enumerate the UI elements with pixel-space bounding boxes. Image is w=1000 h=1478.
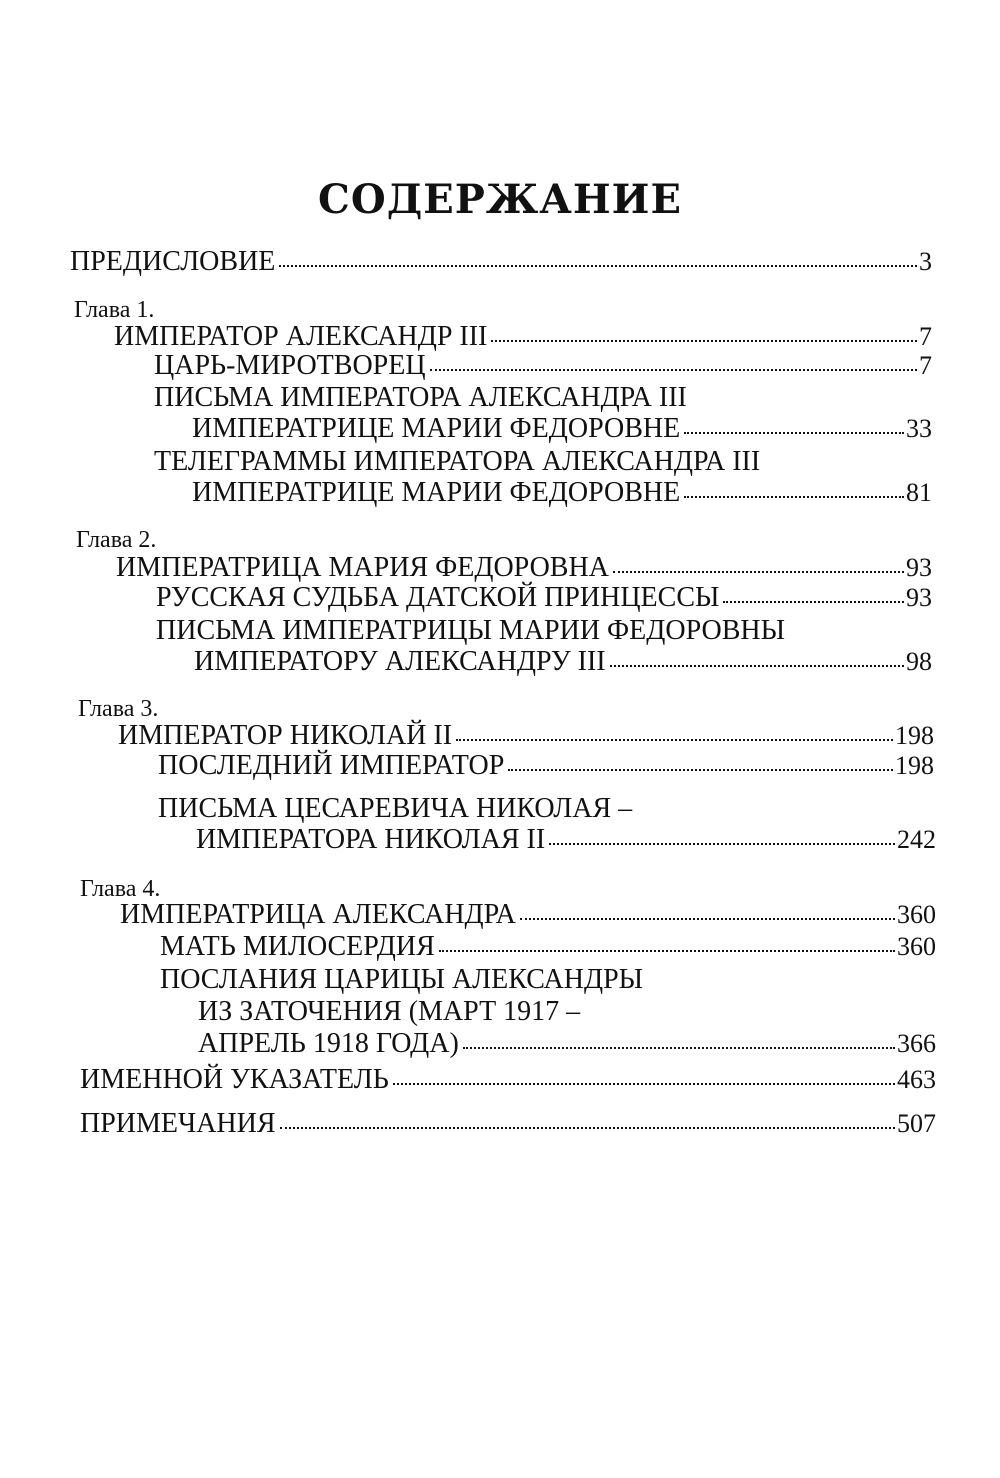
toc-entry-label: ИМПЕРАТОРУ АЛЕКСАНДРУ III [194,646,606,677]
toc-entry-label: ИМПЕРАТРИЦА МАРИЯ ФЕДОРОВНА [116,552,609,583]
toc-entry-index [80,1064,936,1096]
toc-entry-label: ИМПЕРАТРИЦЕ МАРИИ ФЕДОРОВНЕ [192,413,681,444]
toc-entry-chapter1-s1 [154,350,932,382]
toc-entry-preface [70,246,932,278]
chapter-heading: Глава 1. [74,297,155,323]
page-title: СОДЕРЖАНИЕ [318,176,682,223]
toc-entry-page: 360 [897,932,936,961]
toc-entry-page: 198 [895,721,934,750]
toc-entry-chapter1-title [114,321,932,353]
toc-entry-label: ЦАРЬ-МИРОТВОРЕЦ [154,350,426,381]
toc-entry-chapter4-s2 [198,1028,936,1060]
toc-entry-chapter4-s2-line1: ПОСЛАНИЯ ЦАРИЦЫ АЛЕКСАНДРЫ [160,964,644,995]
toc-entry-chapter1-s3 [192,477,932,509]
toc-entry-notes [80,1108,936,1140]
toc-entry-chapter2-s2-line1: ПИСЬМА ИМПЕРАТРИЦЫ МАРИИ ФЕДОРОВНЫ [156,615,786,646]
toc-entry-chapter1-s3-line1: ТЕЛЕГРАММЫ ИМПЕРАТОРА АЛЕКСАНДРА III [154,446,761,477]
toc-entry-chapter2-title [116,552,932,584]
toc-entry-page: 366 [897,1029,936,1058]
toc-entry-chapter1-s2 [192,413,932,445]
toc-entry-chapter3-s1 [158,750,934,782]
toc-entry-chapter4-title [120,899,936,931]
toc-entry-page: 3 [919,247,932,276]
leader-dots [456,739,893,741]
leader-dots [393,1083,895,1085]
toc-entry-chapter3-title [118,720,934,752]
toc-entry-label: ПРИМЕЧАНИЯ [80,1108,276,1139]
toc-entry-label: АПРЕЛЬ 1918 ГОДА) [198,1028,459,1059]
leader-dots [613,571,904,573]
toc-entry-label: ИМПЕРАТОРА НИКОЛАЯ II [196,824,546,855]
leader-dots [439,950,895,952]
toc-entry-page: 360 [897,900,936,929]
toc-entry-label: ИМПЕРАТРИЦЕ МАРИИ ФЕДОРОВНЕ [192,477,681,508]
toc-entry-chapter4-s2-line2: ИЗ ЗАТОЧЕНИЯ (МАРТ 1917 – [198,996,581,1027]
toc-entry-page: 198 [895,751,934,780]
toc-entry-page: 507 [897,1109,936,1138]
toc-entry-page: 242 [897,825,936,854]
toc-entry-label: ПРЕДИСЛОВИЕ [70,246,276,277]
leader-dots [508,769,893,771]
leader-dots [430,369,917,371]
leader-dots [723,601,904,603]
toc-entry-page: 98 [906,647,932,676]
toc-entry-page: 81 [906,478,932,507]
chapter-heading: Глава 3. [78,696,159,722]
leader-dots [280,1127,895,1129]
toc-entry-label: ИМЕННОЙ УКАЗАТЕЛЬ [80,1064,389,1095]
toc-entry-page: 93 [906,553,932,582]
toc-entry-chapter1-s2-line1: ПИСЬМА ИМПЕРАТОРА АЛЕКСАНДРА III [154,382,687,413]
leader-dots [549,843,895,845]
toc-entry-page: 93 [906,583,932,612]
chapter-heading: Глава 4. [80,876,161,902]
toc-entry-label: РУССКАЯ СУДЬБА ДАТСКОЙ ПРИНЦЕССЫ [156,582,720,613]
toc-entry-page: 7 [919,351,932,380]
toc-entry-label: ИМПЕРАТРИЦА АЛЕКСАНДРА [120,899,516,930]
toc-entry-chapter4-s1 [160,931,936,963]
toc-entry-label: ПОСЛЕДНИЙ ИМПЕРАТОР [158,750,505,781]
toc-entry-page: 33 [906,414,932,443]
leader-dots [520,918,895,920]
toc-entry-label: ИМПЕРАТОР НИКОЛАЙ II [118,720,453,751]
leader-dots [491,340,917,342]
toc-entry-label: ИМПЕРАТОР АЛЕКСАНДР III [114,321,488,352]
chapter-heading: Глава 2. [76,527,157,553]
leader-dots [684,432,904,434]
toc-entry-page: 463 [897,1065,936,1094]
leader-dots [684,496,904,498]
toc-entry-chapter2-s1 [156,582,932,614]
toc-entry-page: 7 [919,322,932,351]
toc-entry-chapter2-s2 [194,646,932,678]
leader-dots [463,1047,895,1049]
toc-entry-chapter3-s2 [196,824,936,856]
leader-dots [610,665,904,667]
toc-entry-chapter3-s2-line1: ПИСЬМА ЦЕСАРЕВИЧА НИКОЛАЯ – [158,793,633,824]
toc-entry-label: МАТЬ МИЛОСЕРДИЯ [160,931,435,962]
leader-dots [279,265,917,267]
